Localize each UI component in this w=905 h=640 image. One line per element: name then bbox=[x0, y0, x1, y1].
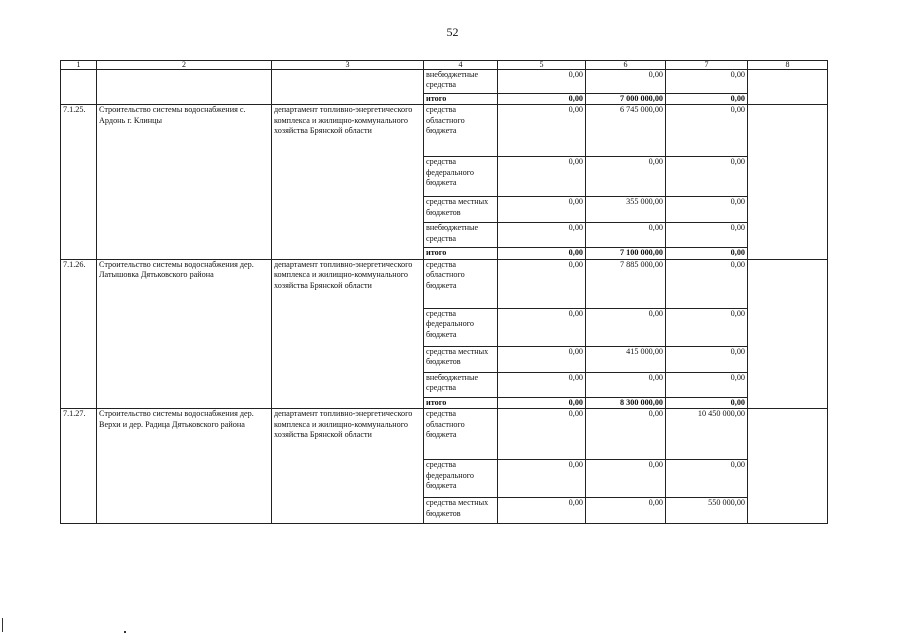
value-cell: 0,00 bbox=[586, 372, 666, 397]
value-cell: 0,00 bbox=[586, 409, 666, 460]
col-header: 4 bbox=[424, 61, 498, 70]
item-name: Строительство системы водоснабжения дер. Верхи и дер. Радица Дятьковского района bbox=[97, 409, 272, 524]
value-cell: 0,00 bbox=[586, 70, 666, 94]
source-cell: внебюджетные средства bbox=[424, 223, 498, 248]
col-header: 5 bbox=[498, 61, 586, 70]
value-cell: 0,00 bbox=[498, 346, 586, 372]
col8-cell bbox=[748, 105, 828, 259]
col-header: 6 bbox=[586, 61, 666, 70]
value-cell: 0,00 bbox=[498, 105, 586, 157]
value-cell: 0,00 bbox=[498, 70, 586, 94]
table-row bbox=[61, 259, 828, 308]
budget-table bbox=[60, 60, 828, 524]
value-cell: 8 300 000,00 bbox=[586, 397, 666, 408]
value-cell: 550 000,00 bbox=[666, 498, 748, 524]
value-cell: 415 000,00 bbox=[586, 346, 666, 372]
value-cell: 0,00 bbox=[666, 308, 748, 346]
source-cell: средства местных бюджетов bbox=[424, 346, 498, 372]
value-cell: 0,00 bbox=[666, 259, 748, 308]
value-cell: 0,00 bbox=[498, 397, 586, 408]
source-cell: средства местных бюджетов bbox=[424, 498, 498, 524]
col-header: 8 bbox=[748, 61, 828, 70]
column-number-row bbox=[61, 61, 828, 70]
col-header: 3 bbox=[272, 61, 424, 70]
value-cell: 0,00 bbox=[498, 157, 586, 197]
value-cell: 7 100 000,00 bbox=[586, 248, 666, 259]
table-row bbox=[61, 70, 828, 94]
value-cell: 0,00 bbox=[498, 248, 586, 259]
scan-artifact bbox=[124, 631, 126, 633]
value-cell: 0,00 bbox=[498, 94, 586, 105]
value-cell: 0,00 bbox=[498, 372, 586, 397]
table-row bbox=[61, 409, 828, 460]
value-cell: 0,00 bbox=[586, 460, 666, 498]
source-cell: средства федерального бюджета bbox=[424, 460, 498, 498]
page-number: 52 bbox=[446, 25, 459, 39]
source-cell: средства федерального бюджета bbox=[424, 157, 498, 197]
value-cell: 0,00 bbox=[666, 105, 748, 157]
source-cell: средства федерального бюджета bbox=[424, 308, 498, 346]
value-cell: 0,00 bbox=[666, 460, 748, 498]
item-code: 7.1.25. bbox=[61, 105, 97, 259]
value-cell: 0,00 bbox=[666, 248, 748, 259]
source-cell: итого bbox=[424, 397, 498, 408]
value-cell: 0,00 bbox=[666, 157, 748, 197]
code-cell bbox=[61, 70, 97, 105]
value-cell: 0,00 bbox=[666, 94, 748, 105]
col8-cell bbox=[748, 70, 828, 105]
item-code: 7.1.27. bbox=[61, 409, 97, 524]
item-executor: департамент топливно-энергетического комплекса и жилищно-коммунального хозяйства Брянской области bbox=[272, 105, 424, 259]
value-cell: 0,00 bbox=[586, 223, 666, 248]
item-executor: департамент топливно-энергетического комплекса и жилищно-коммунального хозяйства Брянской области bbox=[272, 259, 424, 408]
item-executor: департамент топливно-энергетического комплекса и жилищно-коммунального хозяйства Брянской области bbox=[272, 409, 424, 524]
value-cell: 0,00 bbox=[666, 197, 748, 223]
col8-cell bbox=[748, 409, 828, 524]
source-cell: итого bbox=[424, 248, 498, 259]
table-row bbox=[61, 105, 828, 157]
value-cell: 0,00 bbox=[498, 460, 586, 498]
source-cell: внебюджетные средства bbox=[424, 372, 498, 397]
value-cell: 0,00 bbox=[498, 223, 586, 248]
value-cell: 0,00 bbox=[666, 70, 748, 94]
name-cell bbox=[97, 70, 272, 105]
item-name: Строительство системы водоснабжения дер. Латышовка Дятьковского района bbox=[97, 259, 272, 408]
value-cell: 0,00 bbox=[666, 397, 748, 408]
col-header: 2 bbox=[97, 61, 272, 70]
item-name: Строительство системы водоснабжения с. Ардонь г. Клинцы bbox=[97, 105, 272, 259]
value-cell: 0,00 bbox=[666, 372, 748, 397]
value-cell: 0,00 bbox=[586, 308, 666, 346]
value-cell: 7 000 000,00 bbox=[586, 94, 666, 105]
source-cell: итого bbox=[424, 94, 498, 105]
value-cell: 0,00 bbox=[498, 259, 586, 308]
source-cell: средства областного бюджета bbox=[424, 105, 498, 157]
value-cell: 0,00 bbox=[498, 197, 586, 223]
executor-cell bbox=[272, 70, 424, 105]
value-cell: 355 000,00 bbox=[586, 197, 666, 223]
source-cell: внебюджетные средства bbox=[424, 70, 498, 94]
source-cell: средства областного бюджета bbox=[424, 409, 498, 460]
col-header: 1 bbox=[61, 61, 97, 70]
scan-artifact bbox=[2, 618, 3, 632]
value-cell: 10 450 000,00 bbox=[666, 409, 748, 460]
col8-cell bbox=[748, 259, 828, 408]
value-cell: 0,00 bbox=[586, 157, 666, 197]
value-cell: 0,00 bbox=[498, 409, 586, 460]
source-cell: средства областного бюджета bbox=[424, 259, 498, 308]
item-code: 7.1.26. bbox=[61, 259, 97, 408]
value-cell: 0,00 bbox=[498, 498, 586, 524]
value-cell: 0,00 bbox=[498, 308, 586, 346]
value-cell: 0,00 bbox=[586, 498, 666, 524]
col-header: 7 bbox=[666, 61, 748, 70]
value-cell: 6 745 000,00 bbox=[586, 105, 666, 157]
value-cell: 0,00 bbox=[666, 346, 748, 372]
source-cell: средства местных бюджетов bbox=[424, 197, 498, 223]
value-cell: 7 885 000,00 bbox=[586, 259, 666, 308]
value-cell: 0,00 bbox=[666, 223, 748, 248]
